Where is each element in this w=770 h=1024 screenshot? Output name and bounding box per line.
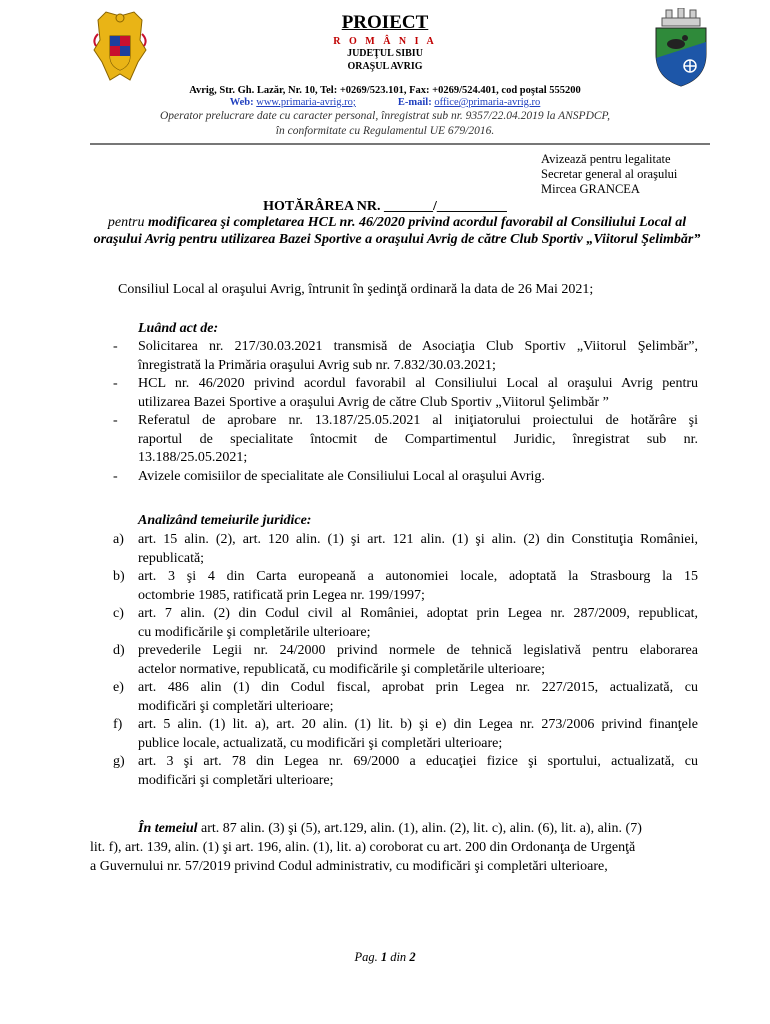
temei-item-marker: f) (113, 717, 123, 732)
temei-item-line: cu modificările şi completările ulterioare; (138, 624, 371, 640)
temei-item-line: modificări şi completări ulterioare; (138, 698, 334, 714)
temeiul-lead: În temeiul (138, 821, 198, 836)
email-link[interactable]: office@primaria-avrig.ro (434, 97, 541, 108)
luand-act-item-line: Referatul de aprobare nr. 13.187/25.05.2021 al iniţiatorului proiectului de hotărâre şi (138, 413, 698, 428)
page-total: 2 (409, 950, 416, 964)
avizare-line1: Avizează pentru legalitate (541, 152, 671, 166)
temei-item-line: actelor normative, republicată, cu modificările şi completările ulterioare; (138, 661, 545, 677)
temei-item-line: republicată; (138, 550, 205, 566)
temei-item-marker: a) (113, 532, 124, 547)
avizare-line2: Secretar general al oraşului (541, 167, 678, 181)
proiect-label: PROIECT (341, 12, 429, 33)
temei-item-line: modificări şi completări ulterioare; (138, 772, 334, 788)
luand-act-item-marker: - (113, 468, 118, 484)
temeiul-line1 (138, 820, 708, 839)
luand-act-item-line: 13.188/25.05.2021; (138, 450, 248, 465)
subject-prefix: pentru (107, 215, 145, 230)
operator-note-line2: în conformitate cu Regulamentul UE 679/2016. (275, 125, 495, 137)
institution-address: Avrig, Str. Gh. Lazăr, Nr. 10, Tel: +0269/523.101, Fax: +0269/524.401, cod poştal 555200 (189, 85, 581, 96)
town-name: ORAŞUL AVRIG (347, 61, 423, 72)
intro-paragraph: Consiliul Local al oraşului Avrig, întrunit în şedinţă ordinară la data de 26 Mai 2021; (118, 282, 594, 297)
temei-item-line: art. 15 alin. (2), art. 120 alin. (1) şi art. 121 alin. (1) şi alin. (2) din Constituţia României, (138, 532, 698, 547)
temei-item-marker: g) (113, 754, 125, 769)
temei-item-line: art. 7 alin. (2) din Codul civil al României, adoptat prin Legea nr. 287/2009, republicat, (138, 606, 698, 621)
email-label: E-mail: (397, 97, 432, 108)
temei-item-line: art. 3 şi 4 din Carta europeană a autonomiei locale, adoptată la Strasbourg la 15 (138, 569, 698, 584)
luand-act-item-line: HCL nr. 46/2020 privind acordul favorabil al Consiliului Local al oraşului Avrig pentru (138, 376, 698, 391)
pag-label: Pag. (354, 950, 378, 964)
header-divider (90, 143, 710, 145)
temeiul-line3: a Guvernului nr. 57/2019 privind Codul administrativ, cu modificări şi completări ulterioare, (90, 859, 608, 874)
contact-line (0, 97, 770, 108)
temei-item-marker: d) (113, 643, 125, 658)
luand-act-item-line: Solicitarea nr. 217/30.03.2021 transmisă de Asociaţia Club Sportiv „Viitorul Şelimbăr”, (138, 339, 698, 354)
decision-title: HOTĂRÂREA NR. _______/__________ (263, 199, 507, 214)
temei-item-line: prevederile Legii nr. 24/2000 privind normele de tehnică legislativă pentru elaborarea (138, 643, 698, 658)
page-footer (0, 950, 770, 965)
luand-act-item-line: Avizele comisiilor de specialitate ale Consiliului Local al oraşului Avrig. (138, 468, 545, 484)
luand-act-item-marker: - (113, 413, 118, 428)
temei-item-line: octombrie 1985, ratificată prin Legea nr. 199/1997; (138, 587, 425, 603)
page-number: 1 (380, 950, 388, 964)
temei-item-marker: e) (113, 680, 124, 695)
luand-act-item-marker: - (113, 376, 118, 391)
temei-item-line: publice locale, actualizată, cu modificări şi completări ulterioare; (138, 735, 503, 751)
luand-act-item-line: utilizarea Bazei Sportive a oraşului Avrig de către Club Sportiv „Viitorul Şelimbăr ” (138, 394, 609, 410)
luand-act-item-line: raportul de specialitate întocmit de Compartimentul Juridic, înregistrat sub nr. (138, 431, 698, 447)
temei-item-marker: b) (113, 569, 125, 584)
luand-act-item-line: înregistrată la Primăria oraşului Avrig sub nr. 7.832/30.03.2021; (138, 357, 496, 373)
temeiuri-heading: Analizând temeiurile juridice: (138, 513, 312, 528)
avizare-line3: Mircea GRANCEA (541, 182, 640, 196)
temeiul-text1: art. 87 alin. (3) şi (5), art.129, alin. (1), alin. (2), lit. c), alin. (6), lit. a), alin. (7) (201, 821, 642, 836)
din-label: din (390, 950, 407, 964)
temeiul-line2: lit. f), art. 139, alin. (1) şi art. 196, alin. (1), lit. a) coroborat cu art. 200 din Ordonanţa de Urgenţă (90, 840, 636, 855)
decision-subject (92, 214, 702, 248)
temei-item-line: art. 3 şi art. 78 din Legea nr. 69/2000 a educaţiei fizice şi sportului, actualizată, cu (138, 754, 698, 769)
web-label: Web: (229, 97, 254, 108)
operator-note-line1: Operator prelucrare date cu caracter personal, înregistrat sub nr. 9357/22.04.2019 la ANSPDCP, (160, 110, 610, 122)
subject-text: modificarea şi completarea HCL nr. 46/2020 privind acordul favorabil al Consiliului Local al oraşului Avrig pentru utilizarea Bazei Sportive a oraşului Avrig de către Club Sportiv „Viitorul Şelimbăr” (93, 215, 701, 247)
luand-act-item-marker: - (113, 339, 118, 354)
temei-item-marker: c) (113, 606, 124, 621)
country-name: R O M Â N I A (333, 36, 437, 47)
county-name: JUDEŢUL SIBIU (347, 48, 423, 59)
web-link[interactable]: www.primaria-avrig.ro; (256, 97, 356, 108)
temei-item-line: art. 5 alin. (1) lit. a), art. 20 alin. (1) lit. b) şi e) din Legea nr. 273/2006 privind finanţele (138, 717, 698, 732)
temei-item-line: art. 486 alin (1) din Codul fiscal, aprobat prin Legea nr. 227/2015, actualizată, cu (138, 680, 698, 695)
luand-act-heading: Luând act de: (138, 321, 219, 336)
